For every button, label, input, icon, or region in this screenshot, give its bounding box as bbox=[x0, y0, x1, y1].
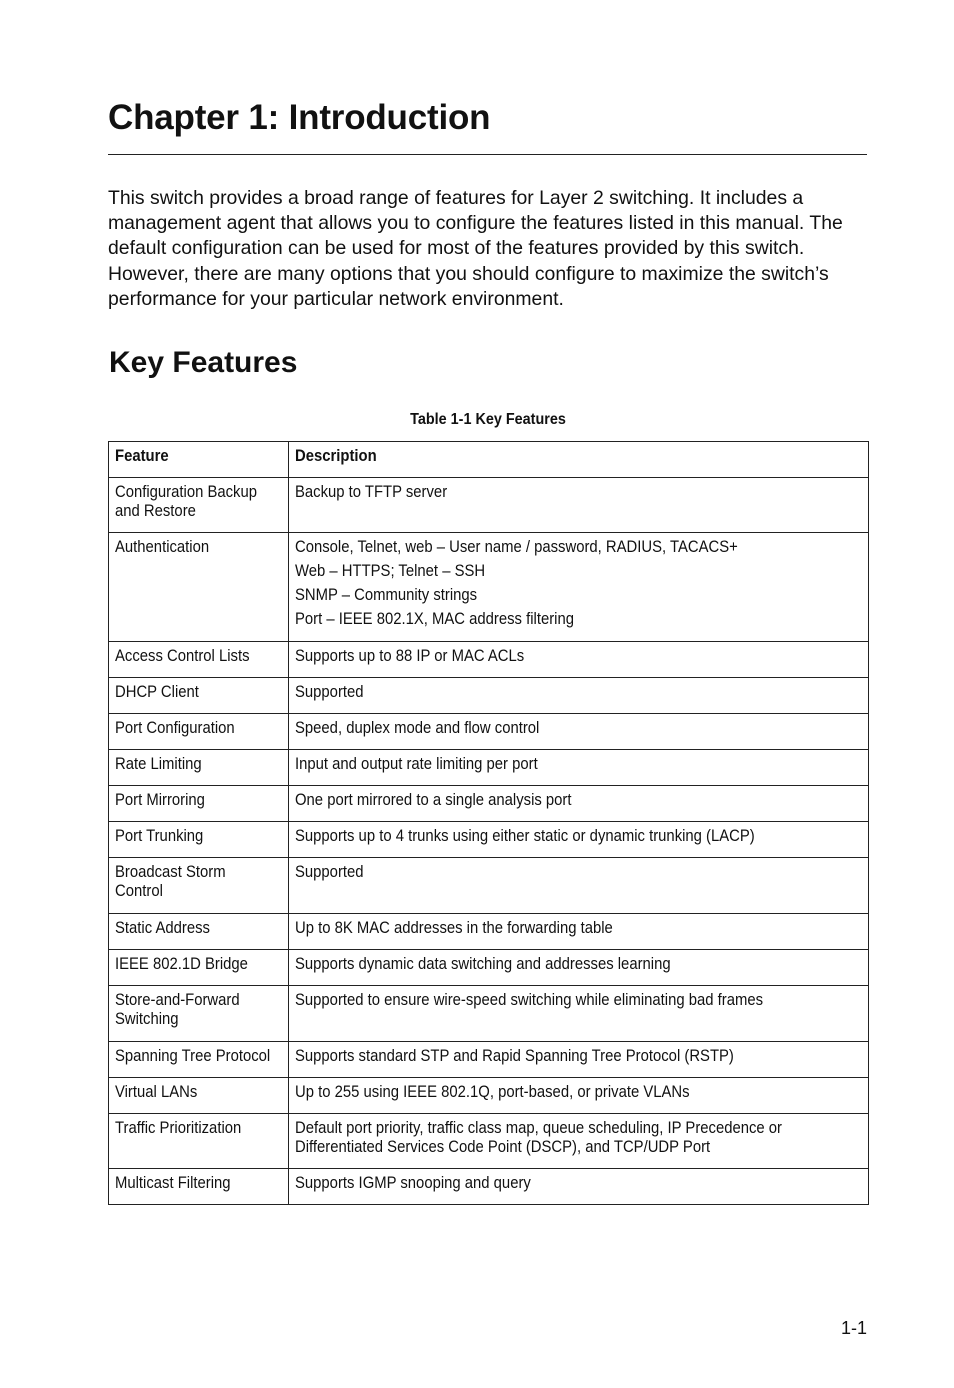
feature-cell bbox=[109, 1078, 289, 1114]
description-cell bbox=[289, 822, 869, 858]
description-cell bbox=[289, 478, 869, 533]
description-text: Differentiated Services Code Point (DSCP), and TCP/UDP Port bbox=[295, 1138, 711, 1156]
feature-text: Configuration Backup bbox=[115, 483, 257, 501]
feature-cell bbox=[109, 533, 289, 642]
feature-text: Spanning Tree Protocol bbox=[115, 1047, 271, 1065]
table-row bbox=[109, 914, 869, 950]
feature-cell bbox=[109, 478, 289, 533]
table-header-row bbox=[109, 442, 869, 478]
description-text: Up to 255 using IEEE 802.1Q, port-based, or private VLANs bbox=[295, 1083, 690, 1101]
description-text: Input and output rate limiting per port bbox=[295, 755, 538, 773]
feature-text: Access Control Lists bbox=[115, 647, 250, 665]
table-row bbox=[109, 986, 869, 1042]
table-row bbox=[109, 950, 869, 986]
feature-cell bbox=[109, 1169, 289, 1205]
section-title: Key Features bbox=[109, 346, 298, 379]
description-cell bbox=[289, 986, 869, 1042]
description-text: Supports IGMP snooping and query bbox=[295, 1174, 531, 1192]
table-row bbox=[109, 822, 869, 858]
description-text: Supports dynamic data switching and addresses learning bbox=[295, 955, 671, 973]
description-cell bbox=[289, 642, 869, 678]
feature-text: Traffic Prioritization bbox=[115, 1119, 242, 1137]
description-text: Supports up to 88 IP or MAC ACLs bbox=[295, 647, 525, 665]
chapter-divider bbox=[108, 154, 867, 155]
table-row bbox=[109, 533, 869, 642]
table-row bbox=[109, 478, 869, 533]
description-cell bbox=[289, 1078, 869, 1114]
feature-cell bbox=[109, 714, 289, 750]
feature-cell bbox=[109, 750, 289, 786]
description-cell bbox=[289, 678, 869, 714]
feature-cell bbox=[109, 1042, 289, 1078]
table-row bbox=[109, 786, 869, 822]
table-caption: Table 1-1 Key Features bbox=[410, 411, 566, 428]
table-row bbox=[109, 1042, 869, 1078]
table-row bbox=[109, 1114, 869, 1169]
page-number: 1-1 bbox=[841, 1318, 868, 1338]
feature-text: Switching bbox=[115, 1010, 179, 1028]
feature-cell bbox=[109, 1114, 289, 1169]
description-cell bbox=[289, 750, 869, 786]
feature-text: Broadcast Storm bbox=[115, 863, 226, 881]
table-body bbox=[109, 478, 869, 1205]
description-cell bbox=[289, 714, 869, 750]
feature-text: Port Trunking bbox=[115, 827, 204, 845]
table-row bbox=[109, 1169, 869, 1205]
description-cell bbox=[289, 914, 869, 950]
feature-text: Port Mirroring bbox=[115, 791, 205, 809]
intro-paragraph: This switch provides a broad range of features for Layer 2 switching. It includes a management agent that allows you to configure the features listed in this manual. The default configuration can be used for most of the features provided by this switch. However, there are many options that you should configure to maximize the switch’s performance for your particular network environment. bbox=[108, 187, 843, 310]
description-text: Supports standard STP and Rapid Spanning Tree Protocol (RSTP) bbox=[295, 1047, 734, 1065]
feature-cell bbox=[109, 950, 289, 986]
description-text: Supports up to 4 trunks using either static or dynamic trunking (LACP) bbox=[295, 827, 755, 845]
feature-text: Rate Limiting bbox=[115, 755, 202, 773]
feature-text: Control bbox=[115, 882, 163, 900]
key-features-table bbox=[108, 441, 869, 1205]
header-feature bbox=[109, 442, 289, 478]
description-text: Up to 8K MAC addresses in the forwarding table bbox=[295, 919, 613, 937]
feature-text: DHCP Client bbox=[115, 683, 199, 701]
table-row bbox=[109, 642, 869, 678]
description-text: Speed, duplex mode and flow control bbox=[295, 719, 540, 737]
table-row bbox=[109, 678, 869, 714]
description-text: SNMP – Community strings bbox=[295, 586, 478, 604]
feature-cell bbox=[109, 822, 289, 858]
description-cell bbox=[289, 533, 869, 642]
feature-text: and Restore bbox=[115, 502, 196, 520]
feature-cell bbox=[109, 678, 289, 714]
feature-cell bbox=[109, 986, 289, 1042]
description-text: Backup to TFTP server bbox=[295, 483, 448, 501]
description-cell bbox=[289, 858, 869, 914]
description-text: Supported to ensure wire-speed switching while eliminating bad frames bbox=[295, 991, 764, 1009]
description-cell bbox=[289, 1114, 869, 1169]
description-text: Web – HTTPS; Telnet – SSH bbox=[295, 562, 486, 580]
feature-cell bbox=[109, 914, 289, 950]
description-text: Default port priority, traffic class map, queue scheduling, IP Precedence or bbox=[295, 1119, 783, 1137]
description-text: Supported bbox=[295, 863, 364, 881]
description-cell bbox=[289, 786, 869, 822]
table-row bbox=[109, 1078, 869, 1114]
description-text: Console, Telnet, web – User name / password, RADIUS, TACACS+ bbox=[295, 538, 738, 556]
table-row bbox=[109, 750, 869, 786]
feature-text: Static Address bbox=[115, 919, 210, 937]
table-row bbox=[109, 714, 869, 750]
feature-cell bbox=[109, 858, 289, 914]
header-description-label: Description bbox=[295, 447, 377, 465]
header-description bbox=[289, 442, 869, 478]
header-feature-label: Feature bbox=[115, 447, 169, 465]
feature-text: IEEE 802.1D Bridge bbox=[115, 955, 248, 973]
description-cell bbox=[289, 1042, 869, 1078]
chapter-title: Chapter 1: Introduction bbox=[108, 98, 491, 137]
table-row bbox=[109, 858, 869, 914]
description-cell bbox=[289, 950, 869, 986]
feature-text: Authentication bbox=[115, 538, 210, 556]
feature-text: Virtual LANs bbox=[115, 1083, 198, 1101]
feature-text: Port Configuration bbox=[115, 719, 235, 737]
description-text: One port mirrored to a single analysis port bbox=[295, 791, 572, 809]
feature-text: Multicast Filtering bbox=[115, 1174, 231, 1192]
description-text: Supported bbox=[295, 683, 364, 701]
description-cell bbox=[289, 1169, 869, 1205]
feature-text: Store-and-Forward bbox=[115, 991, 240, 1009]
description-text: Port – IEEE 802.1X, MAC address filtering bbox=[295, 610, 574, 628]
feature-cell bbox=[109, 642, 289, 678]
feature-cell bbox=[109, 786, 289, 822]
